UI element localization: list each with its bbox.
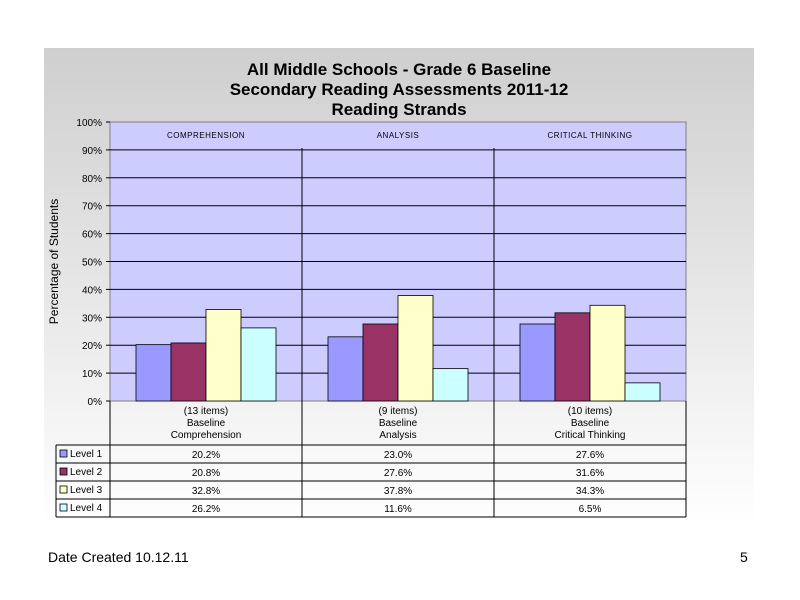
legend-swatch bbox=[60, 504, 67, 511]
bar bbox=[520, 324, 555, 401]
legend-swatch bbox=[60, 468, 67, 475]
y-tick-label: 10% bbox=[81, 369, 102, 381]
category-label: Analysis bbox=[379, 430, 417, 441]
bar bbox=[241, 328, 276, 401]
y-tick-label: 40% bbox=[81, 285, 102, 297]
category-label: Baseline bbox=[378, 418, 418, 429]
bar bbox=[136, 345, 171, 401]
section-label: COMPREHENSION bbox=[166, 131, 246, 140]
legend-swatch bbox=[60, 486, 67, 493]
y-tick-label: 80% bbox=[81, 173, 102, 185]
legend-label: Level 4 bbox=[70, 503, 103, 514]
bar bbox=[555, 313, 590, 401]
legend-swatch bbox=[60, 450, 67, 457]
data-table-value: 31.6% bbox=[575, 468, 605, 479]
chart-title-line-3: Reading Strands bbox=[331, 100, 467, 119]
bar bbox=[398, 296, 433, 401]
bar bbox=[433, 369, 468, 401]
data-table-value: 27.6% bbox=[383, 468, 413, 479]
legend-label: Level 1 bbox=[70, 449, 103, 460]
category-label: Baseline bbox=[570, 418, 610, 429]
page-number: 5 bbox=[740, 549, 748, 565]
section-label: ANALYSIS bbox=[376, 131, 420, 140]
bar bbox=[590, 305, 625, 401]
data-table-value: 23.0% bbox=[383, 450, 413, 461]
date-created-label: Date Created 10.12.11 bbox=[48, 549, 189, 565]
y-tick-label: 90% bbox=[81, 145, 102, 157]
bar bbox=[363, 324, 398, 401]
y-axis-label: Percentage of Students bbox=[47, 198, 61, 325]
category-label: (10 items) bbox=[567, 406, 613, 417]
section-label: CRITICAL THINKING bbox=[547, 131, 633, 140]
bar bbox=[625, 383, 660, 401]
legend-label: Level 3 bbox=[70, 485, 103, 496]
category-label: Comprehension bbox=[170, 430, 242, 441]
bar bbox=[328, 337, 363, 401]
y-tick-label: 50% bbox=[81, 257, 102, 269]
legend-label: Level 2 bbox=[70, 467, 103, 478]
data-table-value: 34.3% bbox=[575, 486, 605, 497]
y-tick-label: 70% bbox=[81, 201, 102, 213]
chart-title-line-1: All Middle Schools - Grade 6 Baseline bbox=[246, 60, 552, 79]
data-table-value: 20.8% bbox=[191, 468, 221, 479]
category-label: Baseline bbox=[186, 418, 226, 429]
bar bbox=[206, 309, 241, 401]
data-table-value: 20.2% bbox=[191, 450, 221, 461]
chart-title-line-2: Secondary Reading Assessments 2011-12 bbox=[229, 80, 569, 99]
category-label: (9 items) bbox=[378, 406, 418, 417]
y-tick-label: 30% bbox=[81, 313, 102, 325]
category-label: Critical Thinking bbox=[554, 430, 626, 441]
category-label: (13 items) bbox=[183, 406, 229, 417]
data-table-value: 6.5% bbox=[578, 504, 602, 515]
y-tick-label: 20% bbox=[81, 341, 102, 353]
bar bbox=[171, 343, 206, 401]
y-tick-label: 100% bbox=[76, 118, 102, 129]
y-tick-label: 0% bbox=[87, 397, 102, 408]
data-table-value: 27.6% bbox=[575, 450, 605, 461]
data-table-value: 11.6% bbox=[384, 504, 412, 515]
data-table-value: 37.8% bbox=[383, 486, 413, 497]
y-tick-label: 60% bbox=[81, 229, 102, 241]
data-table-value: 26.2% bbox=[191, 504, 221, 515]
data-table-value: 32.8% bbox=[191, 486, 221, 497]
